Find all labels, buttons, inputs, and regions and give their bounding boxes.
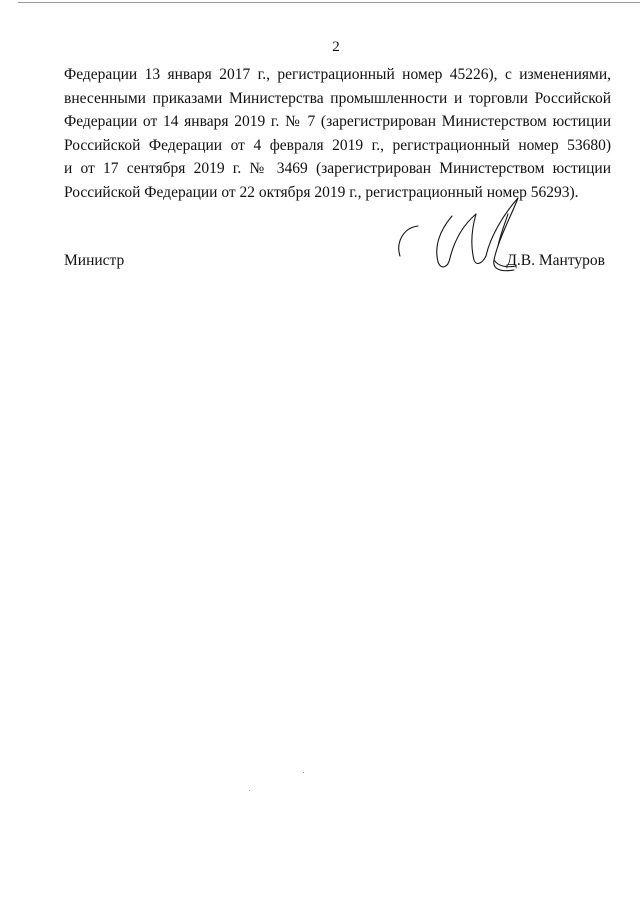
body-line: и от 17 сентября 2019 г. № 3469 (зарегистрирован Министерством юстиции	[64, 160, 611, 177]
page-number: 2	[332, 39, 340, 55]
body-line: Российской Федерации от 22 октября 2019 г., регистрационный номер 56293).	[64, 183, 579, 201]
signer-name: Д.В. Мантуров	[506, 252, 605, 269]
body-line: Федерации 13 января 2017 г., регистрационный номер 45226), с изменениями,	[64, 66, 611, 83]
scan-artifact	[303, 772, 304, 773]
body-line: внесенными приказами Министерства промышленности и торговли Российской	[64, 89, 611, 107]
scan-artifact	[249, 790, 250, 791]
body-line: Федерации от 14 января 2019 г. № 7 (зарегистрирован Министерством юстиции	[64, 113, 611, 130]
body-line: Российской Федерации от 4 февраля 2019 г., регистрационный номер 53680)	[64, 136, 611, 154]
signer-title: Министр	[64, 252, 125, 269]
document-body	[64, 63, 611, 204]
page-top-edge	[18, 2, 640, 3]
handwritten-signature	[390, 186, 540, 276]
